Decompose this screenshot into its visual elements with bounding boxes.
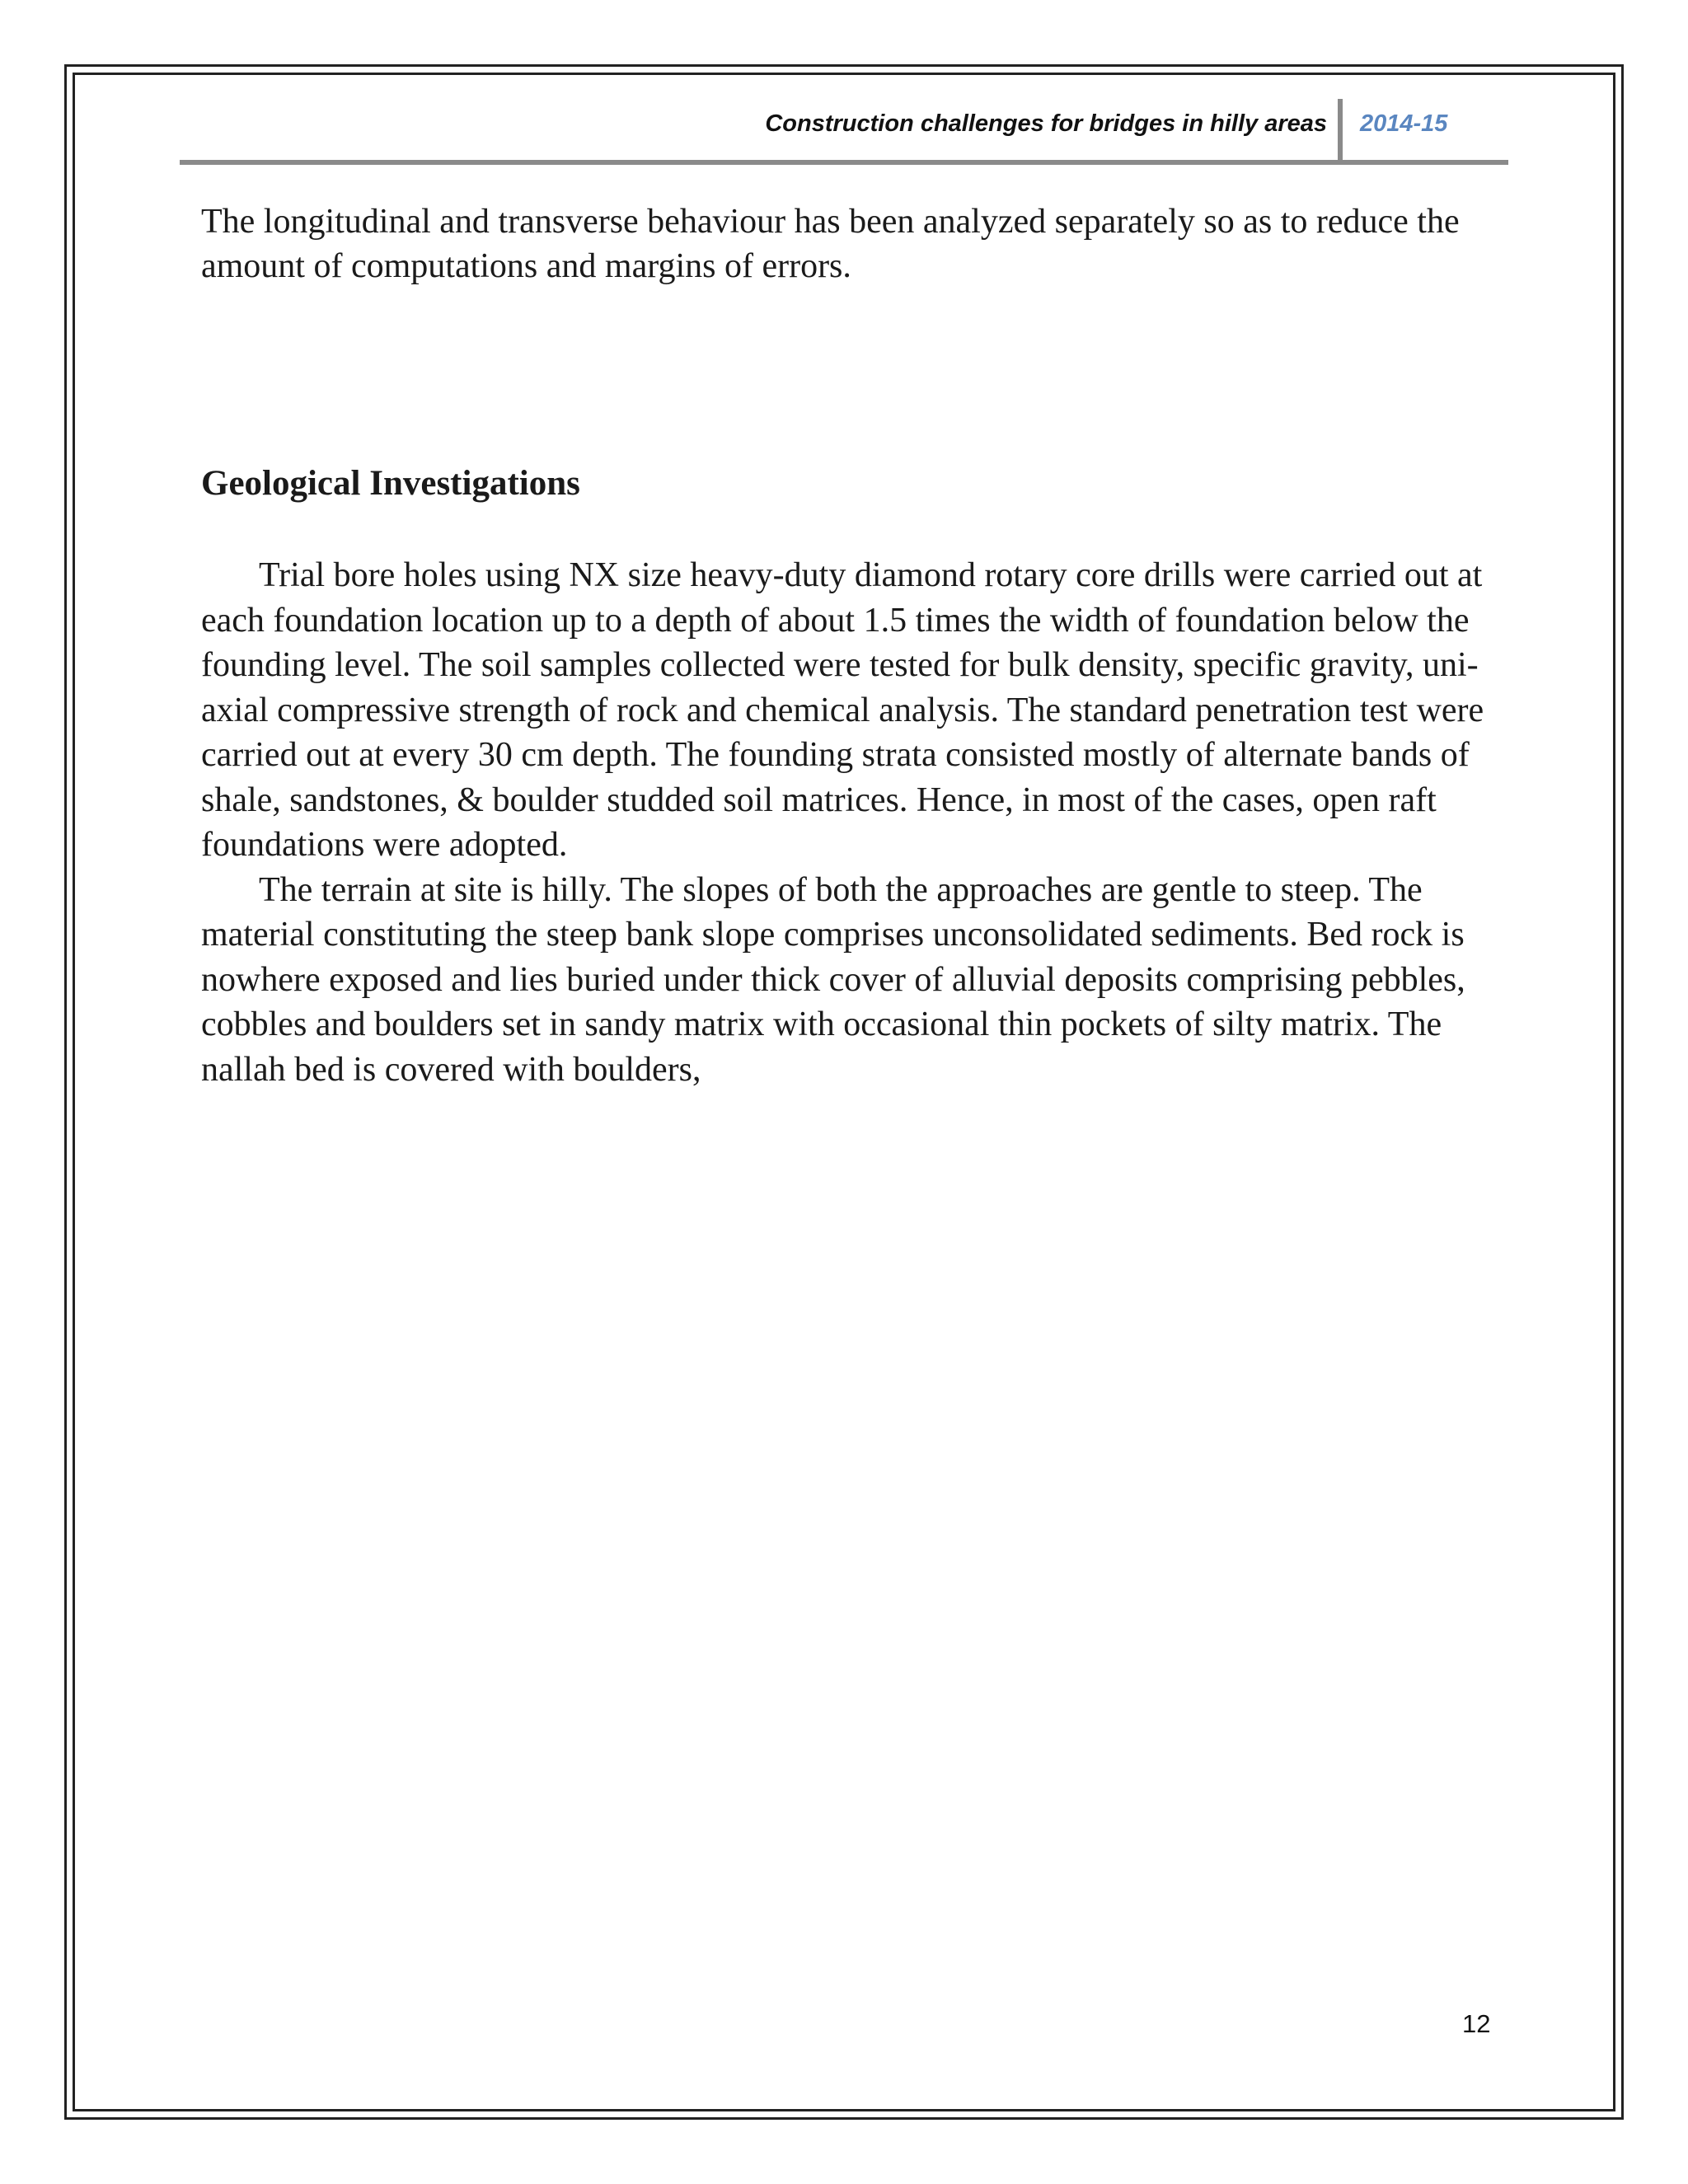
section-heading: Geological Investigations <box>201 464 580 503</box>
page-border-inner <box>73 73 1615 2111</box>
page-number: 12 <box>1462 2009 1491 2038</box>
header-title: Construction challenges for bridges in hilly areas <box>765 110 1327 137</box>
intro-paragraph: The longitudinal and transverse behaviour has been analyzed separately so as to reduce the amount of computations and margins of errors. <box>201 203 1460 285</box>
intro-block <box>201 199 1503 288</box>
section-body <box>201 553 1512 1092</box>
header-rule <box>180 160 1508 165</box>
header-year: 2014-15 <box>1360 110 1448 137</box>
page-header <box>180 99 1508 165</box>
paragraph-bore-holes: Trial bore holes using NX size heavy-duty diamond rotary core drills were carried out at each foundation location up to a depth of about 1.5 times the width of foundation below the founding level. The soil samples collected were tested for bulk density, specific gravity, uni-axial compressive strength of rock and chemical analysis. The standard penetration test were carried out at every 30 cm depth. The founding strata consisted mostly of alternate bands of shale, sandstones, & boulder studded soil matrices. Hence, in most of the cases, open raft foundations were adopted. <box>201 556 1484 864</box>
paragraph-terrain: The terrain at site is hilly. The slopes of both the approaches are gentle to steep. The material constituting the steep bank slope comprises unconsolidated sediments. Bed rock is nowhere exposed and lies buried under thick cover of alluvial deposits comprising pebbles, cobbles and boulders set in sandy matrix with occasional thin pockets of silty matrix. The nallah bed is covered with boulders, <box>201 870 1465 1089</box>
header-separator <box>1338 99 1343 162</box>
